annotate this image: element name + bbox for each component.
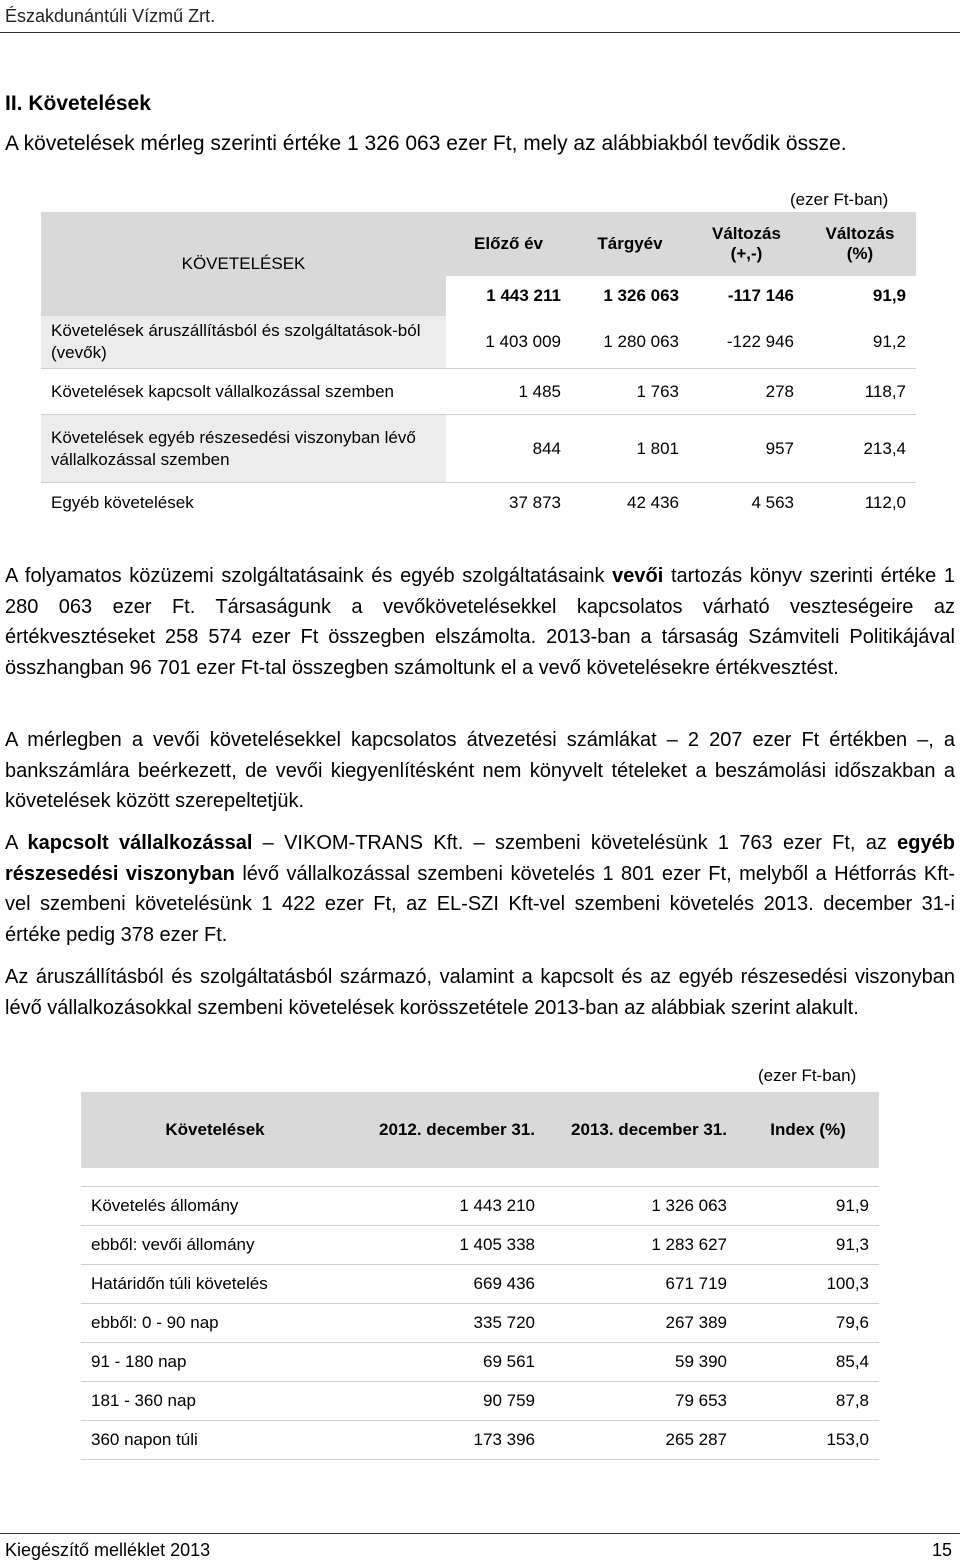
table-row [81,1382,879,1421]
table1-row-pct: 112,0 [804,482,916,522]
paragraph-vevo [5,561,955,683]
footer-divider [0,1533,960,1534]
table1-row-prev: 1 485 [446,368,571,414]
table2-row-v2: 1 326 063 [545,1187,737,1226]
table2-header-label: Követelések [81,1092,349,1168]
table2-row-v1: 335 720 [349,1304,545,1343]
table2-row-v2: 79 653 [545,1382,737,1421]
table2-row-v1: 1 443 210 [349,1187,545,1226]
table2-row-v3: 100,3 [737,1265,879,1304]
table1-row-diff: 4 563 [689,482,804,522]
table1-header-diff: Változás (+,-) [689,212,804,276]
table1-header-pct: Változás (%) [804,212,916,276]
table1-row-diff: 278 [689,368,804,414]
header-company: Északdunántúli Vízmű Zrt. [5,6,216,26]
aging-table [81,1092,879,1460]
table2-row-label: 91 - 180 nap [81,1343,349,1382]
header-divider [0,32,960,33]
table1-row-label: Követelések kapcsolt vállalkozással szemben [41,368,446,414]
table1-row-curr: 42 436 [571,482,689,522]
table1-row-prev: 844 [446,414,571,482]
table1-row-label: Követelések egyéb részesedési viszonyban lévő vállalkozással szemben [41,414,446,482]
table2-row-v1: 90 759 [349,1382,545,1421]
table1-total-prev: 1 443 211 [486,286,561,305]
table2-row-v2: 1 283 627 [545,1226,737,1265]
table2-spacer [81,1168,879,1187]
table1-total-diff: -117 146 [727,286,794,305]
table1-row-pct: 213,4 [804,414,916,482]
table2-row-v1: 669 436 [349,1265,545,1304]
table2-row-v2: 267 389 [545,1304,737,1343]
table2-row-v1: 1 405 338 [349,1226,545,1265]
table1-total-curr: 1 326 063 [603,286,679,305]
paragraph-text: A [5,832,28,854]
paragraph-bold: kapcsolt vállalkozással [27,832,253,854]
table2-row-v3: 87,8 [737,1382,879,1421]
table2-row-v3: 85,4 [737,1343,879,1382]
table2-row-v2: 671 719 [545,1265,737,1304]
table2-header-row [81,1092,879,1168]
table2-row-label: 181 - 360 nap [81,1382,349,1421]
table2-header-c1: 2012. december 31. [349,1092,545,1168]
table2-row-label: ebből: vevői állomány [81,1226,349,1265]
paragraph-kapcsolt [5,828,955,950]
table2-row-label: 360 napon túli [81,1421,349,1460]
table-row [41,368,916,414]
table1-row-curr: 1 763 [571,368,689,414]
paragraph-bold: vevői [612,565,664,587]
table-row [41,414,916,482]
table1-row-diff: -122 946 [726,332,794,351]
page-number: 15 [931,1540,952,1560]
table1-row-diff: 957 [689,414,804,482]
paragraph-text: tartozás könyv szerinti értéke 1 280 063 ezer Ft. Társaságunk a vevőkövetelésekkel kapcsolatos várható veszteségeire az értékvesztéseket 258 574 ezer Ft összegben elszámolta. 2013-ban a társaság Számviteli Politikájával összhangban 96 701 ezer Ft-tal összegben számoltunk el a vevő követelésekre értékvesztést. [5,565,956,679]
table1-row-curr: 1 280 063 [603,332,679,351]
table2-header-c2: 2013. december 31. [545,1092,737,1168]
table2-row-v3: 153,0 [737,1421,879,1460]
table-row [41,316,916,368]
table2-row-v1: 173 396 [349,1421,545,1460]
table-row [81,1265,879,1304]
table2-row-v3: 91,3 [737,1226,879,1265]
table1-header-curr: Tárgyév [571,212,689,276]
table2-row-v2: 265 287 [545,1421,737,1460]
table2-unit: (ezer Ft-ban) [758,1066,857,1085]
paragraph-text: lévő vállalkozással szembeni követelés 1 801 ezer Ft, melyből a Hétforrás Kft-vel szembeni követelésünk 1 422 ezer Ft, az EL-SZI Kft-vel szembeni követelés 2013. december 31-i értéke pedig 378 ezer Ft. [5,862,955,946]
table2-row-label: Követelés állomány [81,1187,349,1226]
table1-row-pct: 118,7 [804,368,916,414]
paragraph-korosszetetel: Az áruszállításból és szolgáltatásból származó, valamint a kapcsolt és az egyéb részesedési viszonyban lévő vállalkozásokkal szembeni követelések korösszetétele 2013-ban az alábbiak szerint alakult. [5,966,955,1019]
table-row [81,1421,879,1460]
table1-unit: (ezer Ft-ban) [790,190,889,209]
table1-header-prev: Előző év [446,212,571,276]
receivables-table [41,212,916,522]
table-row [81,1343,879,1382]
table1-total-pct: 91,9 [872,286,906,305]
section-title: II. Követelések [5,92,151,115]
table2-row-v2: 59 390 [545,1343,737,1382]
table1-row-curr: 1 801 [571,414,689,482]
table-row [41,482,916,522]
paragraph-bold: egyéb részesedési viszonyban [5,832,955,885]
table1-row-label: Egyéb követelések [41,482,446,522]
paragraph-atvezetes: A mérlegben a vevői követelésekkel kapcsolatos átvezetési számlákat – 2 207 ezer Ft értékben –, a bankszámlára beérkezett, de vevői kiegyenlítésként nem könyvelt tételeket a beszámolási időszakban a követelések között szerepeltetjük. [5,729,955,812]
table-row [81,1187,879,1226]
paragraph-text: A folyamatos közüzemi szolgáltatásaink és egyéb szolgáltatásaink [5,565,613,587]
footer-title: Kiegészítő melléklet 2013 [5,1540,211,1560]
table1-row-prev: 1 403 009 [485,332,561,351]
table1-header-label: KÖVETELÉSEK [41,212,446,316]
table2-row-label: Határidőn túli követelés [81,1265,349,1304]
table2-row-label: ebből: 0 - 90 nap [81,1304,349,1343]
section-intro: A követelések mérleg szerinti értéke 1 326 063 ezer Ft, mely az alábbiakból tevődik össze. [5,132,847,155]
table2-header-c3: Index (%) [737,1092,879,1168]
table2-row-v3: 91,9 [737,1187,879,1226]
table1-row-label: Követelések áruszállításból és szolgáltatások-ból (vevők) [41,316,446,368]
table2-row-v1: 69 561 [349,1343,545,1382]
table1-row-prev: 37 873 [446,482,571,522]
table1-row-pct: 91,2 [872,332,906,351]
table-row [81,1304,879,1343]
table2-row-v3: 79,6 [737,1304,879,1343]
paragraph-text: – VIKOM-TRANS Kft. – szembeni követelésünk 1 763 ezer Ft, az [252,832,898,854]
table-row [81,1226,879,1265]
